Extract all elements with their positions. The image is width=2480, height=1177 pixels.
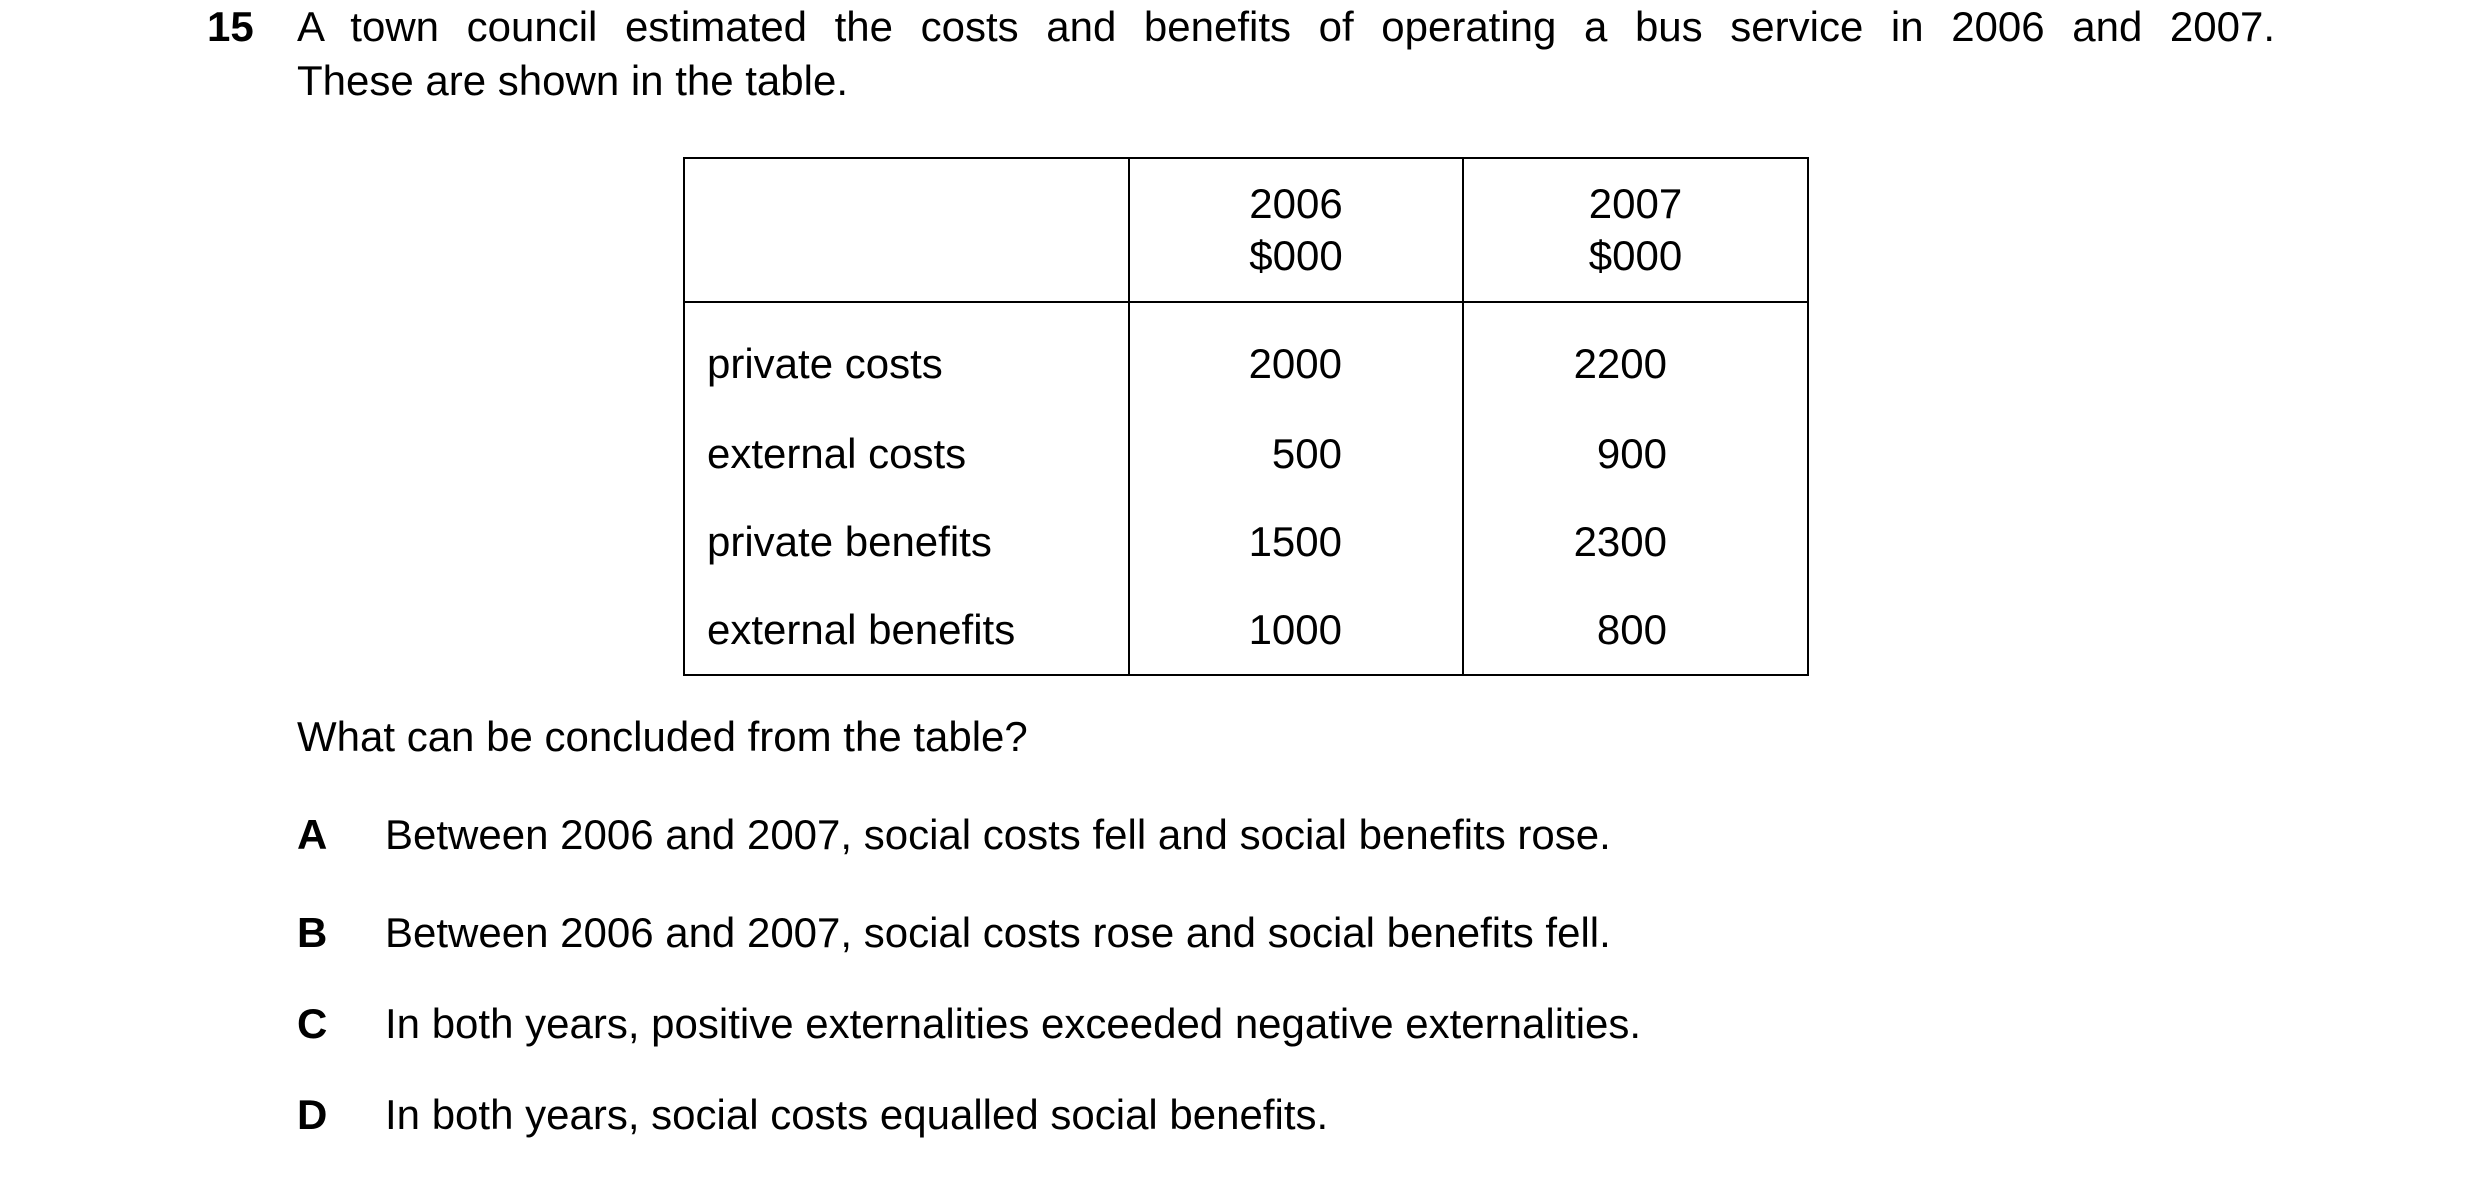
cell-private-costs-2006: 2000 (1129, 302, 1463, 410)
question-prompt: What can be concluded from the table? (297, 713, 1028, 760)
question-stem-line-2: These are shown in the table. (297, 57, 849, 104)
option-d-letter: D (297, 1091, 328, 1138)
option-c-letter: C (297, 1000, 328, 1047)
option-a-text: Between 2006 and 2007, social costs fell and social benefits rose. (385, 811, 1611, 858)
option-c-text: In both years, positive externalities exceeded negative externalities. (385, 1000, 1642, 1047)
table-row (684, 302, 1808, 410)
header-2006 (1129, 158, 1463, 302)
option-d-text: In both years, social costs equalled social benefits. (385, 1091, 1329, 1138)
cell-private-benefits-2007: 2300 (1463, 498, 1808, 586)
question-stem-line-1: A town council estimated the costs and benefits of operating a bus service in 2006 and 2007. (297, 3, 2275, 50)
header-unit-2006: $000 (1249, 232, 1343, 279)
table-row (684, 498, 1808, 586)
cell-external-costs-2006: 500 (1129, 410, 1463, 498)
cell-private-benefits-2006: 1500 (1129, 498, 1463, 586)
costs-benefits-table (683, 157, 1809, 676)
option-a[interactable] (297, 808, 1611, 862)
option-b[interactable] (297, 906, 1611, 960)
row-label-private-benefits: private benefits (684, 498, 1129, 586)
table-header-row (684, 158, 1808, 302)
header-2007 (1463, 158, 1808, 302)
option-d[interactable] (297, 1088, 1328, 1142)
header-year-2007: 2007 (1588, 180, 1683, 227)
header-unit-2007: $000 (1588, 232, 1683, 279)
row-label-external-costs: external costs (684, 410, 1129, 498)
table-row (684, 410, 1808, 498)
option-b-text: Between 2006 and 2007, social costs rose and social benefits fell. (385, 909, 1611, 956)
cell-private-costs-2007: 2200 (1463, 302, 1808, 410)
header-blank-cell (684, 158, 1129, 302)
option-c[interactable] (297, 997, 1641, 1051)
cell-external-costs-2007: 900 (1463, 410, 1808, 498)
row-label-external-benefits: external benefits (684, 586, 1129, 675)
option-b-letter: B (297, 909, 328, 956)
row-label-private-costs: private costs (684, 302, 1129, 410)
option-a-letter: A (297, 811, 328, 858)
cell-external-benefits-2006: 1000 (1129, 586, 1463, 675)
header-year-2006: 2006 (1249, 180, 1343, 227)
question-stem (297, 0, 2275, 108)
table-row (684, 586, 1808, 675)
question-number: 15 (207, 3, 254, 50)
cell-external-benefits-2007: 800 (1463, 586, 1808, 675)
